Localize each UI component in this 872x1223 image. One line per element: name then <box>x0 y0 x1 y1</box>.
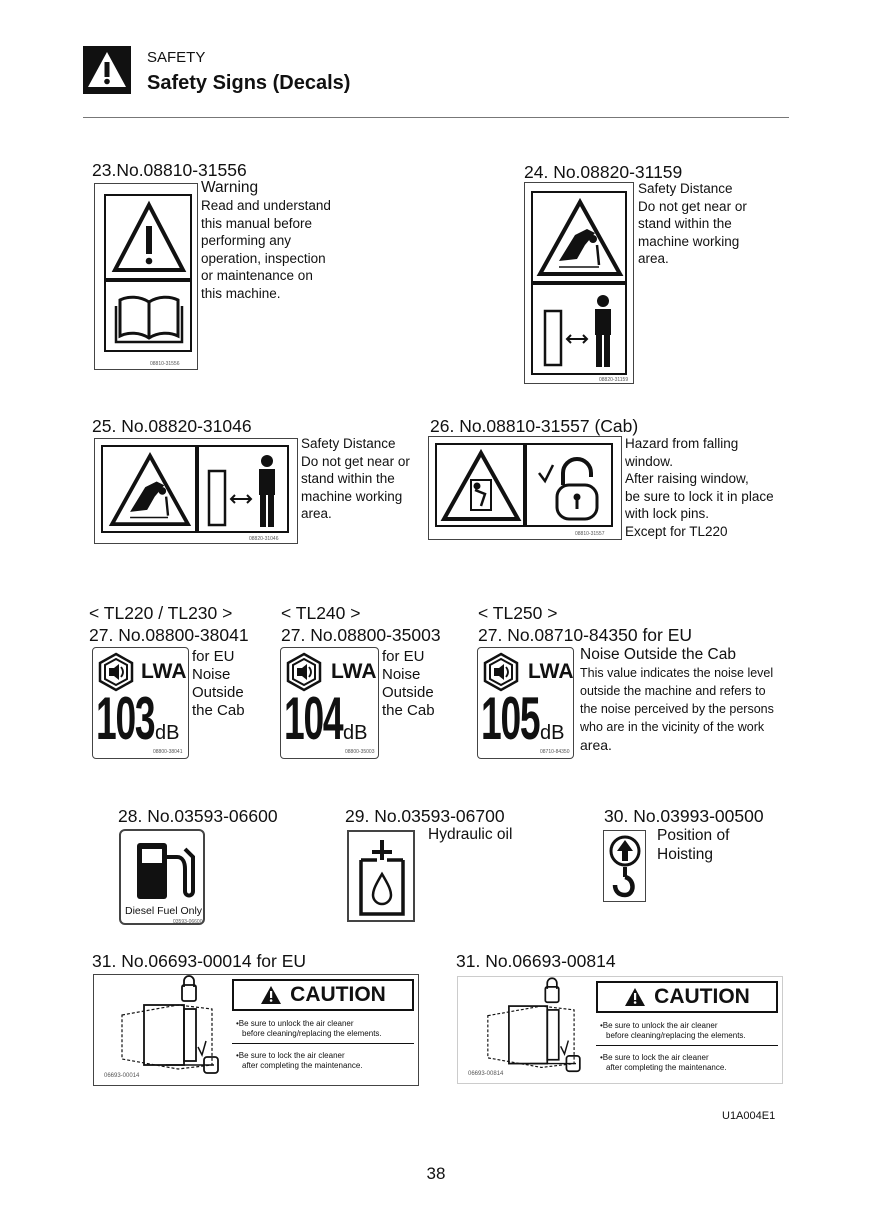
text-line: outside the machine and refers to <box>580 684 766 698</box>
text-line: This value indicates the noise level <box>580 666 774 680</box>
book-icon <box>114 294 184 344</box>
lwa-label: LWA <box>528 660 574 683</box>
caution-label: CAUTION <box>654 985 750 1008</box>
text-line: After raising window, <box>625 471 749 486</box>
decal-28-code: 03593-06600 <box>173 919 203 925</box>
caution-bullet-2 <box>236 1051 363 1070</box>
noise-value: 104 <box>284 685 343 752</box>
decal-27a-code: 08800-38041 <box>153 749 183 755</box>
decal-27b-number: 27. No.08800-35003 <box>281 625 441 645</box>
decal-31b-image <box>457 976 783 1084</box>
text-line: stand within the <box>638 216 732 231</box>
text-line: area. <box>301 506 332 521</box>
keep-distance-icon <box>541 291 621 371</box>
text-line: after completing the maintenance. <box>606 1062 727 1072</box>
text-line: stand within the <box>301 471 395 486</box>
decal-26-image <box>428 436 622 540</box>
lwa-label: LWA <box>141 660 187 683</box>
decal-25-code: 08820-31046 <box>249 536 279 542</box>
decal-31a-number: 31. No.06693-00014 for EU <box>92 951 307 971</box>
text-line: Outside <box>192 684 244 701</box>
falling-window-icon <box>441 450 521 522</box>
decal-29-title: Hydraulic oil <box>428 826 513 843</box>
text-line: Hoisting <box>657 846 713 863</box>
decal-29-image <box>347 830 415 922</box>
decal-27a-description <box>192 648 245 720</box>
safety-alert-icon <box>83 46 131 94</box>
keep-distance-panel <box>531 283 627 375</box>
text-line: •Be sure to lock the air cleaner <box>236 1051 345 1060</box>
text-line: performing any <box>201 233 292 248</box>
text-line: be sure to lock it in place <box>625 488 774 504</box>
text-line: Do not get near or <box>638 198 747 214</box>
decal-29-number: 29. No.03593-06700 <box>345 806 505 826</box>
text-line: the noise perceived by the persons <box>580 702 774 716</box>
decal-26-code: 08810-31557 <box>575 531 605 537</box>
noise-unit: dB <box>540 722 565 744</box>
page-title: Safety Signs (Decals) <box>147 72 351 94</box>
text-line: Read and understand <box>201 198 331 213</box>
decal-28-number: 28. No.03593-06600 <box>118 806 278 826</box>
text-line: the Cab <box>382 702 435 719</box>
page-number: 38 <box>426 1164 446 1183</box>
decal-27a-model: < TL220 / TL230 > <box>89 603 233 623</box>
text-line: area. <box>638 251 669 266</box>
decal-31b-number: 31. No.06693-00814 <box>456 951 616 971</box>
text-line: after completing the maintenance. <box>242 1060 363 1070</box>
air-cleaner-icon <box>102 983 230 1079</box>
text-line: •Be sure to lock the air cleaner <box>600 1053 709 1062</box>
noise-value: 103 <box>96 685 155 752</box>
noise-unit: dB <box>343 722 368 744</box>
decal-24-image <box>524 182 634 384</box>
text-line: with lock pins. <box>625 506 710 521</box>
text-line: •Be sure to unlock the air cleaner <box>236 1019 354 1028</box>
decal-27b-image <box>280 647 379 759</box>
keep-distance-panel <box>197 445 289 533</box>
header-divider <box>83 117 789 118</box>
caution-bullet-1 <box>236 1019 382 1038</box>
decal-27c-number: 27. No.08710-84350 for EU <box>478 625 693 645</box>
text-line: who are in the vicinity of the work <box>580 720 765 734</box>
text-line: Noise <box>382 666 421 683</box>
crush-hazard-panel <box>531 191 627 283</box>
text-line: Except for TL220 <box>625 523 728 539</box>
hoisting-hook-icon <box>607 835 643 899</box>
caution-divider <box>596 1045 778 1046</box>
decal-23-description <box>201 179 331 302</box>
decal-23-image <box>94 183 198 370</box>
decal-30-description <box>657 826 729 864</box>
caution-header <box>596 981 778 1013</box>
warning-icon <box>112 202 186 274</box>
caution-bullet-2 <box>600 1053 727 1072</box>
decal-30-number: 30. No.03993-00500 <box>604 806 764 826</box>
decal-27c-image <box>477 647 574 759</box>
text-line: before cleaning/replacing the elements. <box>606 1030 746 1040</box>
decal-31b-code: 06693-00814 <box>468 1071 504 1077</box>
fuel-pump-icon <box>131 839 197 905</box>
figure-reference: U1A004E1 <box>722 1110 776 1122</box>
decal-27b-model: < TL240 > <box>281 603 361 623</box>
text-line: the Cab <box>192 702 245 719</box>
decal-25-number: 25. No.08820-31046 <box>92 416 252 436</box>
decal-27a-number: 27. No.08800-38041 <box>89 625 249 645</box>
warning-triangle-panel <box>104 194 192 280</box>
decal-25-description <box>301 435 410 523</box>
decal-27b-code: 08800-35003 <box>345 749 375 755</box>
section-label: SAFETY <box>147 49 206 66</box>
text-line: Position of <box>657 827 730 844</box>
crush-hazard-icon <box>108 453 192 527</box>
decal-27c-description <box>580 646 774 754</box>
caution-label: CAUTION <box>290 983 386 1006</box>
decal-28-image <box>119 829 205 925</box>
hydraulic-oil-icon <box>357 838 407 918</box>
keep-distance-icon <box>205 451 285 531</box>
lock-panel <box>525 443 613 527</box>
text-line: area. <box>580 737 612 753</box>
crush-hazard-panel <box>101 445 197 533</box>
caution-header <box>232 979 414 1011</box>
text-line: Outside <box>382 684 434 701</box>
text-line: before cleaning/replacing the elements. <box>242 1028 382 1038</box>
decal-25-image <box>94 438 298 544</box>
noise-value: 105 <box>481 685 540 752</box>
text-line: or maintenance on <box>201 268 313 283</box>
decal-23-number: 23.No.08810-31556 <box>92 160 247 180</box>
decal-26-number: 26. No.08810-31557 (Cab) <box>430 416 639 436</box>
manual-panel <box>104 280 192 352</box>
decal-24-title: Safety Distance <box>638 181 733 196</box>
text-line: for EU <box>192 648 235 665</box>
text-line: Noise <box>192 666 231 683</box>
lwa-label: LWA <box>331 660 377 683</box>
text-line: machine working <box>301 488 403 504</box>
text-line: machine working <box>638 233 740 249</box>
text-line: this machine. <box>201 285 281 301</box>
noise-unit: dB <box>155 722 180 744</box>
text-line: operation, inspection <box>201 250 326 266</box>
crush-hazard-icon <box>537 199 623 277</box>
decal-27a-image <box>92 647 189 759</box>
text-line: Do not get near or <box>301 453 410 469</box>
decal-27c-code: 08710-84350 <box>540 749 570 755</box>
decal-27c-model: < TL250 > <box>478 603 558 623</box>
text-line: window. <box>625 453 674 469</box>
air-cleaner-icon <box>466 985 594 1077</box>
caution-icon <box>260 985 282 1005</box>
falling-window-panel <box>435 443 525 527</box>
decal-24-number: 24. No.08820-31159 <box>524 162 683 182</box>
caution-divider <box>232 1043 414 1044</box>
caution-icon <box>624 987 646 1007</box>
decal-27c-title: Noise Outside the Cab <box>580 646 736 663</box>
decal-24-description <box>638 180 747 268</box>
text-line: this manual before <box>201 215 313 231</box>
decal-23-code: 08810-31556 <box>150 361 180 367</box>
decal-23-title: Warning <box>201 179 259 196</box>
text-line: for EU <box>382 648 425 665</box>
text-line: •Be sure to unlock the air cleaner <box>600 1021 718 1030</box>
diesel-label: Diesel Fuel Only <box>125 905 203 917</box>
decal-31a-code: 06693-00014 <box>104 1073 140 1079</box>
decal-27b-description <box>382 648 435 720</box>
decal-30-image <box>603 830 646 902</box>
lock-icon <box>537 451 607 523</box>
decal-26-description <box>625 435 774 540</box>
decal-24-code: 08820-31159 <box>599 377 629 383</box>
decal-25-title: Safety Distance <box>301 436 396 451</box>
decal-31a-image <box>93 974 419 1086</box>
caution-bullet-1 <box>600 1021 746 1040</box>
decal-26-title: Hazard from falling <box>625 436 739 451</box>
